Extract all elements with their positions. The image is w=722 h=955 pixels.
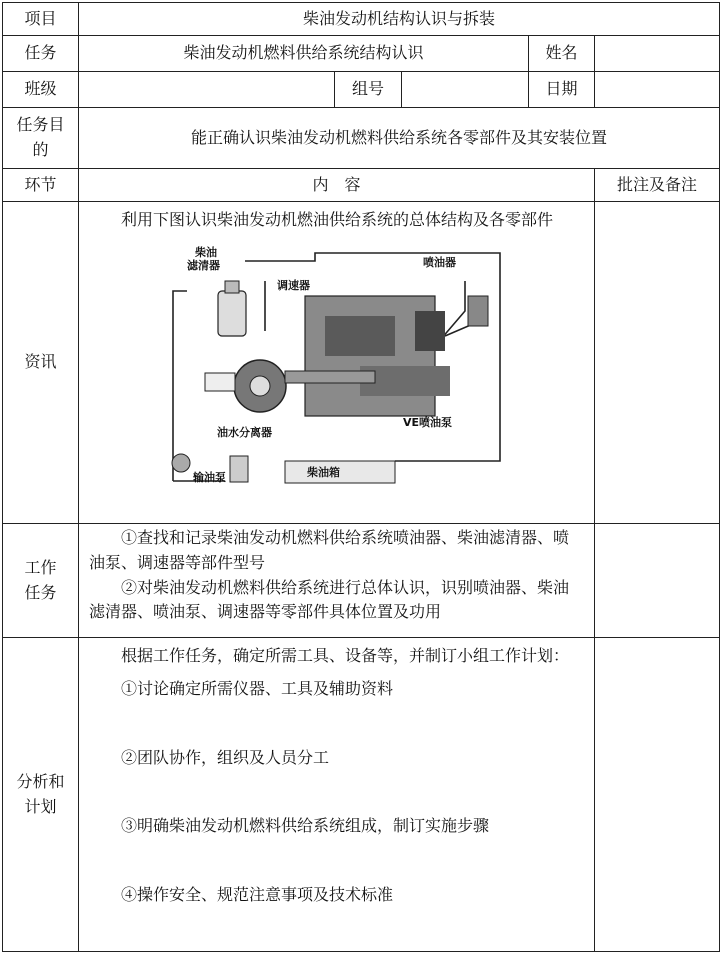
label-governor: 调速器 <box>277 278 310 292</box>
work-item-1: ①查找和记录柴油发动机燃料供给系统喷油器、柴油滤清器、喷油泵、调速器等部件型号 <box>89 528 570 572</box>
group-label: 组号 <box>335 72 402 108</box>
plan-step-4: ④操作安全、规范注意事项及技术标准 <box>121 885 394 905</box>
task-label: 任务 <box>3 36 79 72</box>
col-notes-header: 批注及备注 <box>595 169 720 202</box>
date-field[interactable] <box>595 72 720 108</box>
tank-shape <box>285 461 395 483</box>
row-task <box>3 36 720 72</box>
row-plan <box>3 638 720 952</box>
plan-notes[interactable] <box>595 638 720 952</box>
plan-content <box>79 638 595 952</box>
project-value: 柴油发动机结构认识与拆装 <box>79 3 720 36</box>
project-label: 项目 <box>3 3 79 36</box>
col-stage-header: 环节 <box>3 169 79 202</box>
plan-step-1: ①讨论确定所需仪器、工具及辅助资料 <box>121 678 394 698</box>
label-filter-2: 滤清器 <box>187 258 220 272</box>
plan-step-3: ③明确柴油发动机燃料供给系统组成，制订实施步骤 <box>121 816 490 836</box>
row-column-headers <box>3 169 720 202</box>
injector-shape <box>468 296 488 326</box>
label-tank: 柴油箱 <box>307 465 340 479</box>
col-content-header: 内 容 <box>79 169 595 202</box>
task-sheet <box>2 2 719 952</box>
purpose-label: 任务目的 <box>3 108 79 169</box>
row-project <box>3 3 720 36</box>
info-label: 资讯 <box>3 202 79 524</box>
info-notes[interactable] <box>595 202 720 524</box>
work-notes[interactable] <box>595 524 720 638</box>
plan-intro: 根据工作任务，确定所需工具、设备等，并制订小组工作计划： <box>121 646 570 665</box>
feedpump-shape <box>172 454 190 472</box>
task-value: 柴油发动机燃料供给系统结构认识 <box>79 36 529 72</box>
info-text: 利用下图认识柴油发动机燃油供给系统的总体结构及各零部件 <box>121 210 554 229</box>
work-content <box>79 524 595 638</box>
task-table <box>2 2 720 952</box>
plan-step-2: ②团队协作，组织及人员分工 <box>121 747 330 767</box>
fuel-system-diagram <box>165 241 505 491</box>
work-label: 工作任务 <box>3 524 79 638</box>
date-label: 日期 <box>529 72 595 108</box>
work-item-2: ②对柴油发动机燃料供给系统进行总体认识，识别喷油器、柴油滤清器、喷油泵、调速器等零部件具体位置及功用 <box>89 577 570 622</box>
class-field[interactable] <box>79 72 335 108</box>
row-purpose <box>3 108 720 169</box>
label-separator: 油水分离器 <box>217 425 272 439</box>
plan-label: 分析和计划 <box>3 638 79 952</box>
separator-shape <box>230 456 248 482</box>
purpose-value: 能正确认识柴油发动机燃料供给系统各零部件及其安装位置 <box>79 108 720 169</box>
row-info <box>3 202 720 524</box>
label-pump: VE喷油泵 <box>403 415 453 429</box>
row-work <box>3 524 720 638</box>
class-label: 班级 <box>3 72 79 108</box>
row-class <box>3 72 720 108</box>
name-field[interactable] <box>595 36 720 72</box>
info-content <box>79 202 595 524</box>
label-filter-1: 柴油 <box>195 245 217 259</box>
label-injector: 喷油器 <box>423 255 456 269</box>
label-feedpump: 输油泵 <box>193 470 226 484</box>
filter-shape <box>218 291 246 336</box>
name-label: 姓名 <box>529 36 595 72</box>
group-field[interactable] <box>402 72 529 108</box>
